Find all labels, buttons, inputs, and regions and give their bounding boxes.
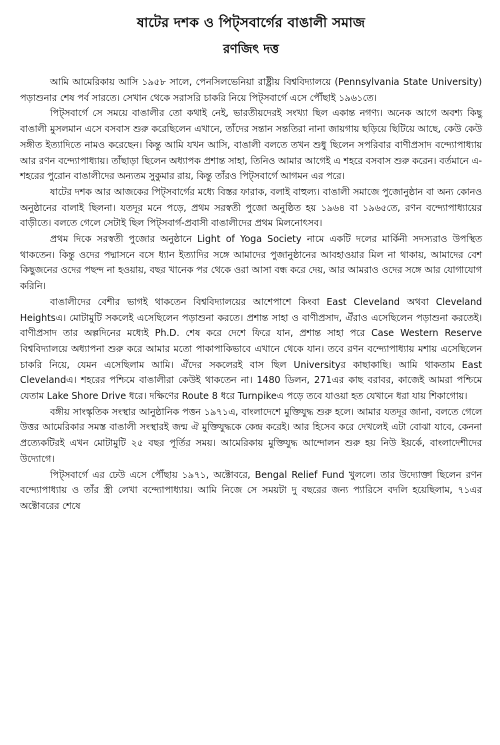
article-body [20,75,482,515]
paragraph: বঙ্গীয় সাংস্কৃতিক সংস্থার আনুষ্ঠানিক পত্তন ১৯৭১এ, বাংলাদেশে মুক্তিযুদ্ধ শুরু হলে। আমার যতদূর জানা, বলতে গেলে উত্তর আমেরিকার সমস্ত বাঙালী সংস্থারই জন্ম ঐ মুক্তিযুদ্ধকে কেন্দ্র করেই। আর হিসেব করে দেখলেই এটা বোঝা যাবে, কেননা প্রত্যেকটিরই এখন মোটামুটি ২৫ বছর পূর্তির সময়। আমেরিকায় মুক্তিযুদ্ধ আন্দোলন শুরু হয় নিউ ইয়র্কে, বাংলাদেশীদের উদ্যোগে। [20,406,482,465]
paragraph: প্রথম দিকে সরস্বতী পুজোর অনুষ্ঠানে Light of Yoga Society নামে একটি দলের মার্কিনী সদস্যরাও উপস্থিত থাকতেন। কিন্তু ওদের পদ্মাসনে বসে ধ্যান ইত্যাদির সঙ্গে আমাদের পুজানুষ্ঠানের আবহাওয়ার মিল না থাকায়, আমাদের বেশ কিছুজনের ওদের পছন্দ না হওয়ায়, বছর খানেক পর থেকে ওরা আসা বন্ধ করে দেয়, আর আমরাও ওদের সঙ্গে আর যোগাযোগ করিনি। [20,234,482,293]
paragraph: ষাটের দশক আর আজকের পিট্সবার্গের মধ্যে বিস্তর ফারাক, বলাই বাহুল্য। বাঙালী সমাজে পুজোনুষ্ঠান বা অন্য কোনও অনুষ্ঠানের বালাই ছিলনা। যতদূর মনে পড়ে, প্রথম সরস্বতী পুজো অনুষ্ঠিত হয় ১৯৬৪ বা ১৯৬৫তে, রণন বন্দ্যোপাধ্যায়ের বাড়ীতে। বলতে গেলে সেটাই ছিল পিট্সবার্গ-প্রবাসী বাঙালীদের প্রথম মিলনোৎসব। [20,186,482,230]
paragraph: বাঙালীদের বেশীর ভাগই থাকতেন বিশ্ববিদ্যালয়ের আশেপাশে কিংবা East Cleveland অথবা Cleveland Heightsএ। মোটামুটি সকলেই এসেছিলেন পড়াশুনা করতে। প্রশান্ত সাহা ও বাণীপ্রসাদ, ঐঁরাও এসেছিলেন পড়াশুনা করতেই। বাণীপ্রসাদ তার অল্পদিনের মধ্যেই Ph.D. শেষ করে দেশে ফিরে যান, প্রশান্ত সাহা পরে Case Western Reserve বিশ্ববিদ্যালয়ে অধ্যাপনা শুরু করে আমার মতো পাকাপাকিভাবে এখানে থেকে যান। তবে রণন বন্দ্যোপাধ্যায় মশায় এসেছিলেন চাকরি নিয়ে, যেমন এসেছিলাম আমি। ঐঁদের সকলেরই বাস ছিল Universityর কাছাকাছি। আমি থাকতাম East Clevelandএ। শহরের পশ্চিমে বাঙালীরা কেউই থাকতেন না। 1480 ডিলন, 271এর কাছ বরাবর, কাজেই আমরা পশ্চিমে যেতাম Lake Shore Drive ধরে। দক্ষিণের Route 8 ধরে Turnpikeএ পড়ে তবে যাওয়া হত যেখানে ধরা যায় শিকাগোয়। [20,296,482,403]
paragraph: পিট্সবার্গে সে সময়ে বাঙালীর তো কথাই নেই, ভারতীয়দেরই সংখ্যা ছিল একান্ত নগণ্য। অনেক আগে অবশ্য কিছু বাঙালী মুসলমান এসে বসবাস শুরু করেছিলেন এখানে, তাঁদের সন্তান সন্ততিরা নানা জায়গায় ছড়িয়ে ছিটিয়ে আছে, কেউ কেউ সঙ্গীত ইত্যাদিতে নামও করেছেন। কিন্তু আমি যখন আসি, বাঙালী বলতে তখন শুধু ছিলেন সপরিবার বাণীপ্রসাদ বন্দ্যোপাধ্যায় আর রণন বন্দ্যোপাধ্যায়। তাঁছাড়া ছিলেন অধ্যাপক প্রশান্ত সাহা, তিনিও আমার আগেই এ শহরে বসবাস শুরু করেন। বর্তমানে এ-শহরের পুরোন বাঙালীদের অন্যতম সুকুমার রায়, কিন্তু তাঁরও পিট্সবার্গে আগমন এর পরে। [20,108,482,183]
author-name: রণজিৎ দত্ত [223,41,279,56]
article-title: ষাটের দশক ও পিট্সবার্গের বাঙালী সমাজ [136,15,366,31]
paragraph: আমি আমেরিকায় আসি ১৯৫৮ সালে, পেনসিলভেনিয়া রাষ্ট্রীয় বিশ্ববিদ্যালয়ে (Pennsylvania State University) পড়াশুনার শেষ পর্ব সারতে। সেখান থেকে সরাসরি চাকরি নিয়ে পিট্সবার্গে এসে পৌঁছাই ১৯৬১তে। [20,77,482,104]
paragraph: পিট্সবার্গে এর ঢেউ এসে পৌঁছায় ১৯৭১, অক্টোবরে, Bengal Relief Fund খুললে। তার উদ্যোক্তা ছিলেন রণন বন্দ্যোপাধ্যায় ও তাঁর স্ত্রী লেখা বন্দ্যোপাধ্যায়। আমি নিজে সে সময়টা দু বছরের জন্য প্যারিসে বদলি হয়েছিলাম, ৭১এর অক্টোবরের শেষে [20,469,482,512]
